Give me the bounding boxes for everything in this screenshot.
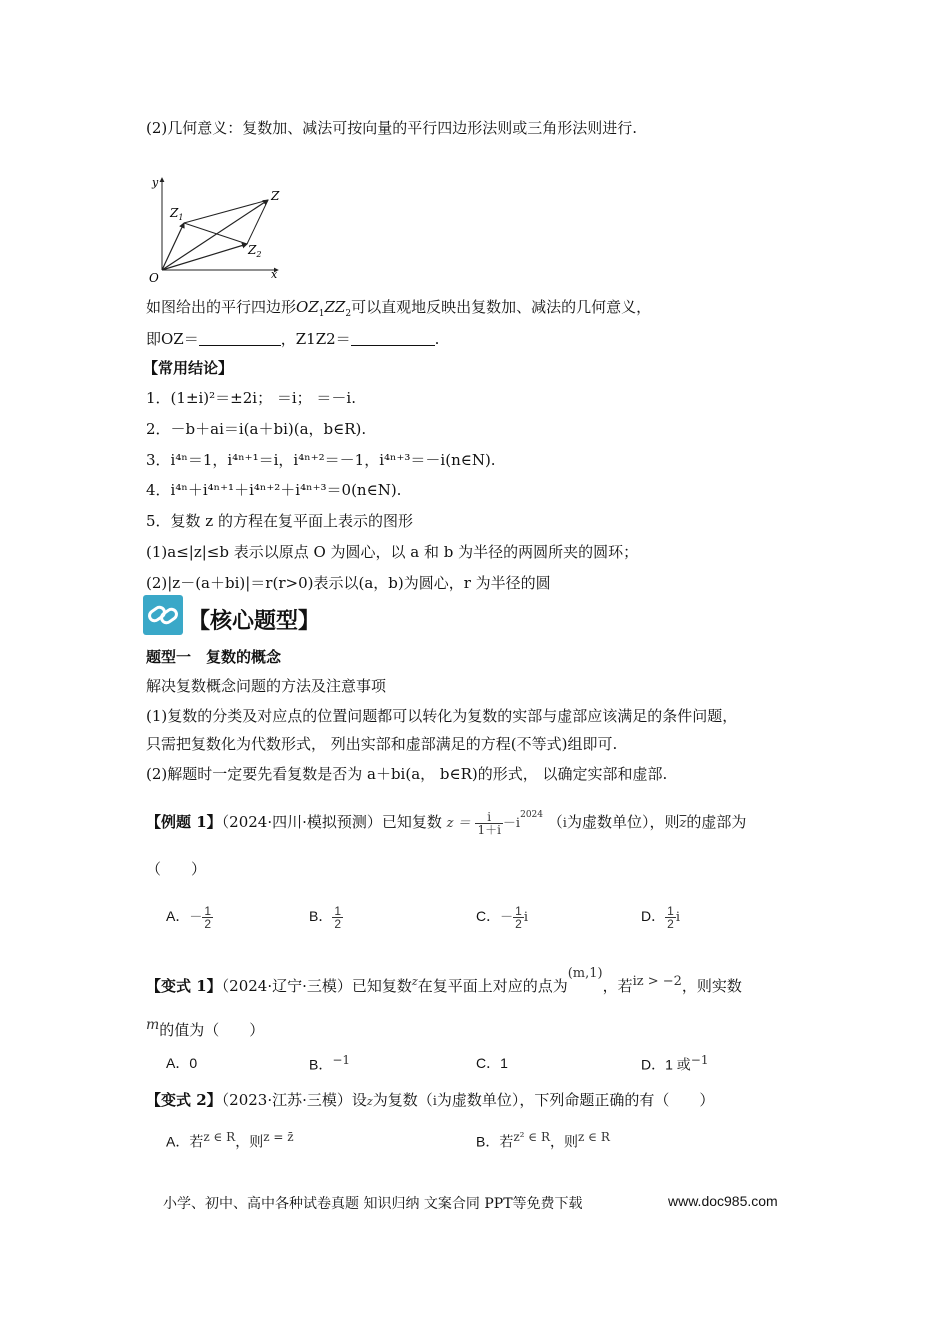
example-1-fraction: $\frac{i}{1+i}$ <box>477 809 501 837</box>
link-icon <box>143 595 183 635</box>
section-title: 【核心题型】 <box>188 608 321 634</box>
example-1-paren: （ ） <box>146 860 207 878</box>
variant-1-option-b[interactable]: B．$^{-1}$ <box>309 1053 351 1073</box>
variant-2-option-a[interactable]: A．若$^{z \in R}$，则$^{z = z̄}$ <box>166 1130 294 1150</box>
parallelogram-figure <box>140 170 300 285</box>
side-z1z <box>184 200 268 223</box>
conclusion-1: 1．(1±i)²＝±2i； ＝i； ＝－i. <box>146 389 356 407</box>
y-axis-label: y <box>152 176 159 189</box>
geometric-meaning-text: (2)几何意义：复数加、减法可按向量的平行四边形法则或三角形法则进行. <box>146 119 638 137</box>
point-z-label: Z <box>271 189 280 203</box>
parallelogram-blanks: 即OZ＝ ，Z1Z2＝ . <box>146 330 440 348</box>
point-z1-label: $Z_1$ <box>170 206 184 222</box>
conclusion-5: 5．复数 z 的方程在复平面上表示的图形 <box>146 512 413 530</box>
vector-oz2 <box>162 244 247 270</box>
example-1-option-a[interactable]: A．－ $\frac{1}{2}$ <box>166 904 212 931</box>
point-z2-label: $Z_2$ <box>248 243 262 259</box>
variant-2-stem: 【变式 2】（2023·江苏·三模）设z为复数（i为虚数单位），下列命题正确的有（ ） <box>146 1091 715 1109</box>
variant-1-stem-2: $^m$的值为（ ） <box>146 1017 265 1039</box>
conclusion-5b: (2)|z－(a＋bi)|＝r(r>0)表示以(a，b)为圆心，r 为半径的圆 <box>146 574 551 592</box>
method-paragraph-1-line-1: (1)复数的分类及对应点的位置问题都可以转化为复数的实部与虚部应该满足的条件问题， <box>146 707 738 725</box>
example-1-option-d[interactable]: D． $\frac{1}{2}$ i <box>641 904 680 931</box>
example-1-option-b[interactable]: B． $\frac{1}{2}$ <box>309 904 342 931</box>
variant-1-tag: 【变式 1】 <box>146 977 222 995</box>
conclusion-4: 4．i⁴ⁿ＋i⁴ⁿ⁺¹＋i⁴ⁿ⁺²＋i⁴ⁿ⁺³＝0(n∈N). <box>146 481 402 499</box>
variant-1-option-c[interactable]: C．1 <box>476 1055 508 1071</box>
variant-1-option-a[interactable]: A．0 <box>166 1055 198 1071</box>
variant-1-stem: 【变式 1】（2024·辽宁·三模）已知复数$^z$在复平面上对应的点为$^{(m,1)}$，若$^{iz > -2}$，则实数 <box>146 966 742 995</box>
diagonal-z1z2 <box>184 223 247 244</box>
question-type-1-title: 题型一 复数的概念 <box>146 648 282 666</box>
variant-2-tag: 【变式 2】 <box>146 1091 222 1109</box>
conclusion-3: 3．i⁴ⁿ＝1，i⁴ⁿ⁺¹＝i，i⁴ⁿ⁺²＝－1，i⁴ⁿ⁺³＝－i(n∈N). <box>146 451 496 469</box>
footer-text: 小学、初中、高中各种试卷真题 知识归纳 文案合同 PPT等免费下载 <box>163 1196 583 1212</box>
variant-1-option-d[interactable]: D．1 或$^{-1}$ <box>641 1053 709 1073</box>
method-title: 解决复数概念问题的方法及注意事项 <box>146 677 387 695</box>
variant-2-option-b[interactable]: B．若$^{z^2 \in R}$，则$^{z \in R}$ <box>476 1130 610 1150</box>
answer-blank-1[interactable] <box>199 331 281 346</box>
example-1-option-c[interactable]: C．－ $\frac{1}{2}$ i <box>476 904 528 931</box>
parallelogram-description: 如图给出的平行四边形$OZ_1ZZ_2$可以直观地反映出复数加、减法的几何意义， <box>146 298 652 319</box>
origin-label: O <box>149 271 159 285</box>
footer-url[interactable]: www.doc985.com <box>668 1193 778 1209</box>
method-paragraph-1-line-2: 只需把复数化为代数形式， 列出实部和虚部满足的方程(不等式)组即可. <box>146 735 618 753</box>
x-axis-label: x <box>271 268 278 281</box>
method-paragraph-2: (2)解题时一定要先看复数是否为 a＋bi(a， b∈R)的形式， 以确定实部和虚部. <box>146 765 668 783</box>
example-1-stem: 【例题 1】（2024·四川·模拟预测）已知复数 z ＝ $\frac{i}{1+i}$ $-i^{2024}$ （i为虚数单位），则$\overline{z}$的虚部为 <box>146 809 747 837</box>
conclusion-5a: (1)a≤|z|≤b 表示以原点 O 为圆心，以 a 和 b 为半径的两圆所夹的圆环； <box>146 543 639 561</box>
example-1-tag: 【例题 1】 <box>146 813 222 831</box>
conclusions-title: 【常用结论】 <box>143 359 234 377</box>
answer-blank-2[interactable] <box>351 331 435 346</box>
conclusion-2: 2．－b＋ai＝i(a＋bi)(a，b∈R). <box>146 420 367 438</box>
